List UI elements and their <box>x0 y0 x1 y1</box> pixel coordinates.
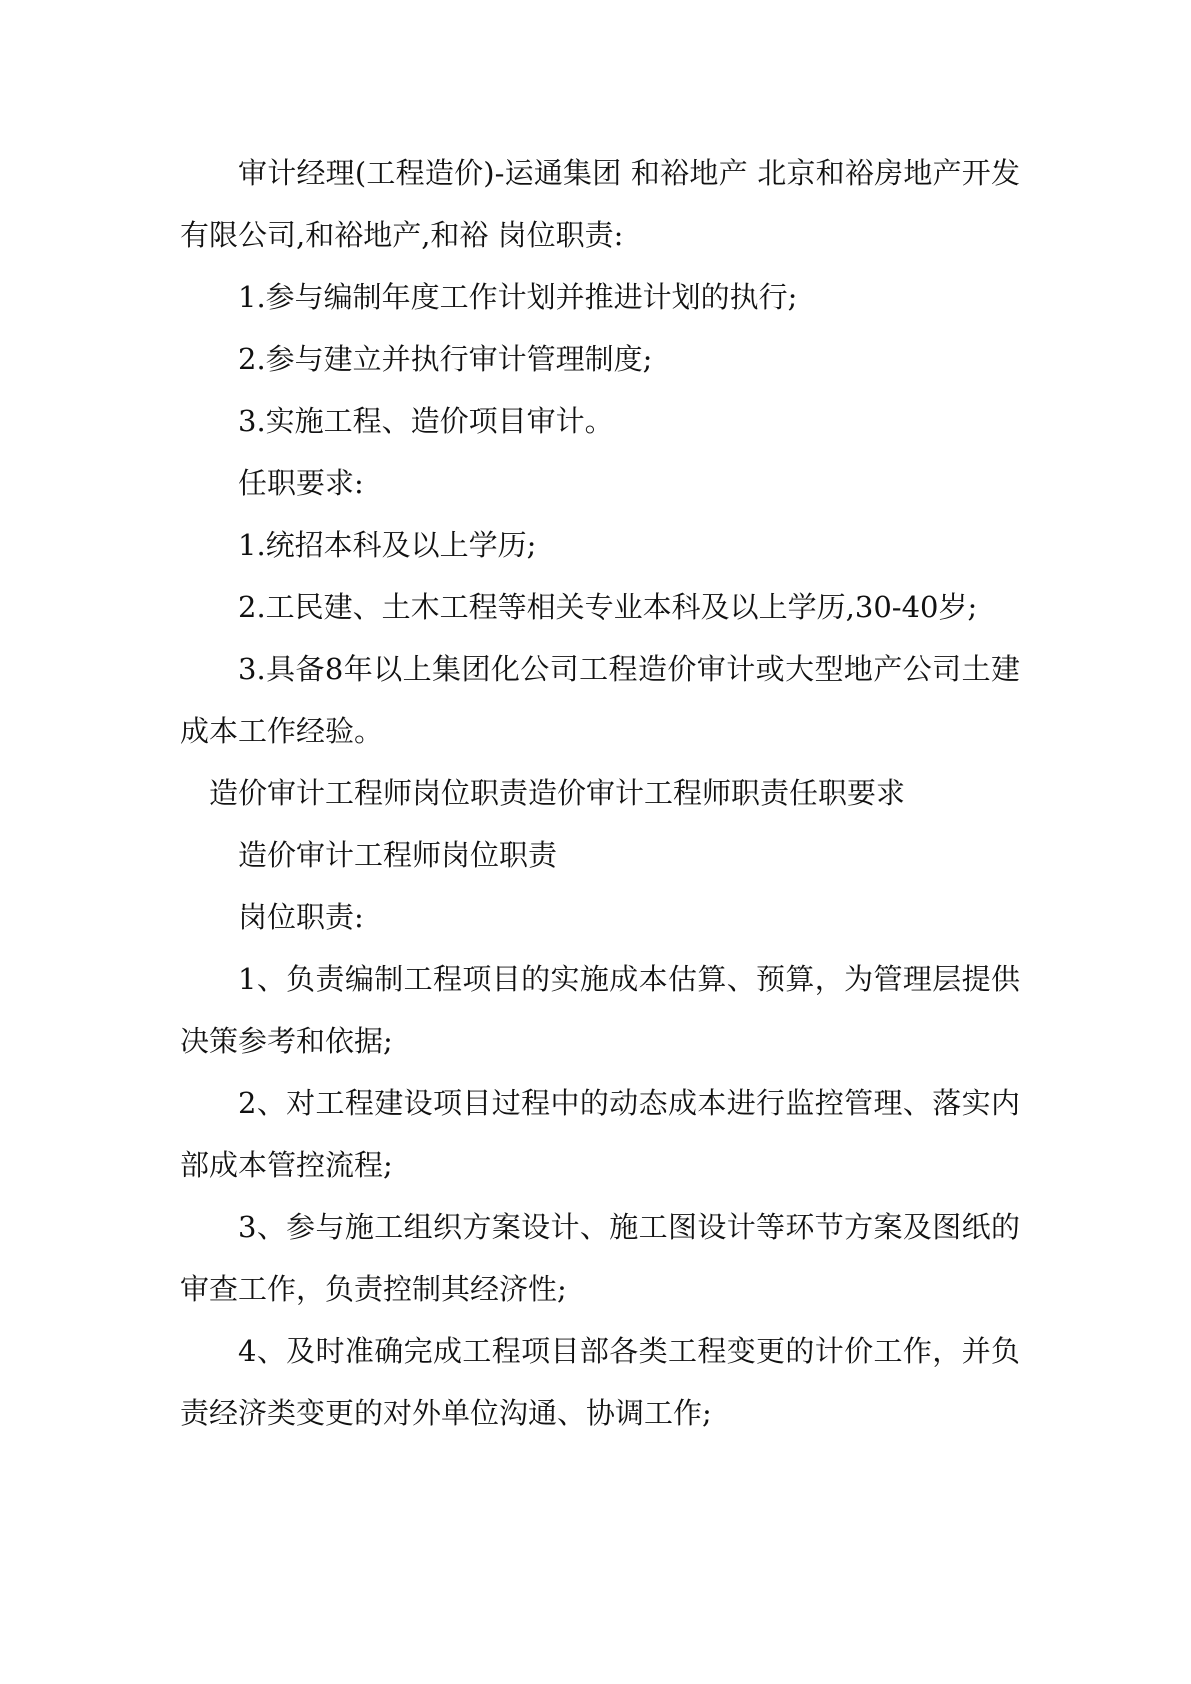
section-title: 造价审计工程师岗位职责造价审计工程师职责任职要求 <box>209 776 906 810</box>
paragraph-subtitle: 造价审计工程师岗位职责 <box>238 838 558 872</box>
paragraph-duties-heading: 岗位职责: <box>238 900 364 934</box>
document-body <box>180 142 1020 1444</box>
paragraph-requirement-2: 2.工民建、土木工程等相关专业本科及以上学历,30-40岁; <box>238 590 978 624</box>
paragraph-job-title: 审计经理(工程造价)-运通集团 和裕地产 北京和裕房地产开发有限公司,和裕地产,和裕 岗位职责: <box>180 156 1020 252</box>
paragraph-engineer-duty-4: 4、及时准确完成工程项目部各类工程变更的计价工作，并负责经济类变更的对外单位沟通、协调工作; <box>180 1334 1020 1430</box>
paragraph-duty-3: 3.实施工程、造价项目审计。 <box>238 404 614 438</box>
paragraph-engineer-duty-2: 2、对工程建设项目过程中的动态成本进行监控管理、落实内部成本管控流程; <box>180 1086 1020 1182</box>
paragraph-requirement-1: 1.统招本科及以上学历; <box>238 528 537 562</box>
paragraph-duty-2: 2.参与建立并执行审计管理制度; <box>238 342 653 376</box>
paragraph-engineer-duty-1: 1、负责编制工程项目的实施成本估算、预算，为管理层提供决策参考和依据; <box>180 962 1020 1058</box>
paragraph-duty-1: 1.参与编制年度工作计划并推进计划的执行; <box>238 280 798 314</box>
paragraph-engineer-duty-3: 3、参与施工组织方案设计、施工图设计等环节方案及图纸的审查工作，负责控制其经济性; <box>180 1210 1020 1306</box>
paragraph-requirements-heading: 任职要求: <box>238 466 364 500</box>
paragraph-requirement-3: 3.具备8年以上集团化公司工程造价审计或大型地产公司土建成本工作经验。 <box>180 652 1020 748</box>
